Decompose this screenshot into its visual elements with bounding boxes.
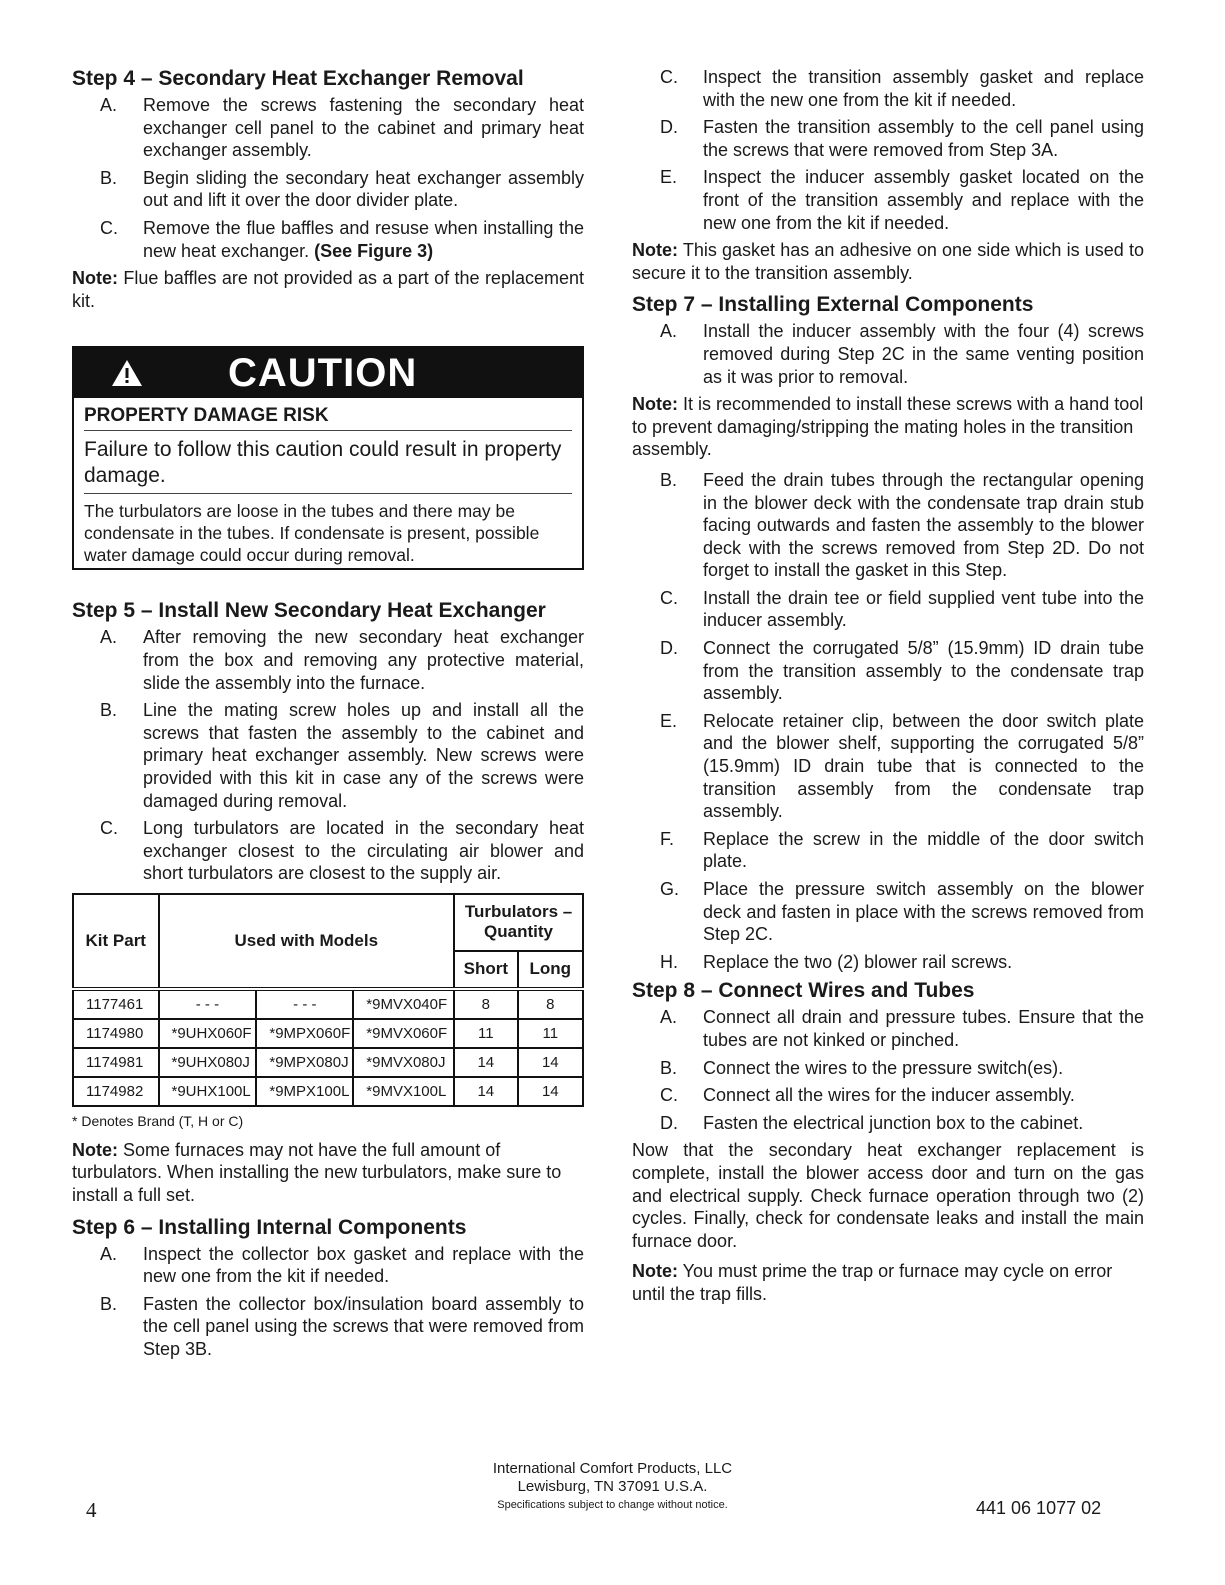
kit-table: [72, 893, 584, 1107]
page-number: 4: [86, 1498, 97, 1522]
note: Note: Flue baffles are not provided as a part of the replacement kit.: [72, 268, 584, 311]
list-item: A. Install the inducer assembly with the four (4) screws removed during Step 2C in the same venting position as it was prior to removal.: [660, 321, 1144, 387]
disclaimer: Specifications subject to change without notice.: [497, 1499, 728, 1511]
list-item: B. Begin sliding the secondary heat exchanger assembly out and lift it over the door divider plate.: [100, 167, 584, 211]
list-item: D. Fasten the transition assembly to the cell panel using the screws that were removed from Step 3A.: [660, 117, 1144, 160]
closing-paragraph: Now that the secondary heat exchanger replacement is complete, install the blower access door and turn on the gas and electrical supply. Check furnace operation through two (2) cycles. Finally, check for condensate leaks and install the main furnace door.: [632, 1140, 1144, 1251]
document-number: 441 06 1077 02: [976, 1498, 1102, 1518]
list-item: D. Connect the corrugated 5/8” (15.9mm) ID drain tube from the transition assembly to the condensate trap assembly.: [660, 638, 1144, 704]
list-item: B. Line the mating screw holes up and install all the screws that fasten the assembly to the cabinet and primary heat exchanger assembly. New screws were provided with this kit in case any of the screws were damaged during removal.: [100, 700, 584, 811]
list-item: D. Fasten the electrical junction box to the cabinet.: [660, 1112, 1084, 1133]
table-row: 1174981 *9UHX080J *9MPX080J *9MVX080J 14 14: [73, 1048, 583, 1077]
note: Note: You must prime the trap or furnace may cycle on error until the trap fills.: [632, 1261, 1113, 1304]
caution-main: Failure to follow this caution could result in property damage.: [84, 430, 572, 489]
caution-title: CAUTION: [228, 350, 418, 395]
header-turbulators: Turbulators – Quantity: [454, 894, 583, 951]
note: Note: Some furnaces may not have the full amount of turbulators. When installing the new turbulators, make sure to install a full set.: [72, 1139, 562, 1206]
header-long: Long: [518, 951, 583, 989]
step5-heading: Step 5 – Install New Secondary Heat Exchanger: [72, 599, 546, 623]
list-item: B. Fasten the collector box/insulation board assembly to the cell panel using the screws that were removed from Step 3B.: [100, 1293, 584, 1360]
list-item: A. Connect all drain and pressure tubes. Ensure that the tubes are not kinked or pinched.: [660, 1007, 1144, 1050]
list-item: A. Inspect the collector box gasket and replace with the new one from the kit if needed.: [100, 1243, 584, 1287]
list-item: C. Inspect the transition assembly gasket and replace with the new one from the kit if needed.: [660, 67, 1144, 110]
list-item: C. Connect all the wires for the inducer assembly.: [660, 1085, 1075, 1106]
list-item: E. Relocate retainer clip, between the door switch plate and the blower shelf, supporting the corrugated 5/8” (15.9mm) ID drain tube that is connected to the transition assembly from the condensate trap assembly.: [660, 710, 1144, 822]
list-item: B. Connect the wires to the pressure switch(es).: [660, 1057, 1064, 1078]
caution-subtitle: PROPERTY DAMAGE RISK: [84, 405, 329, 427]
list-item: A. Remove the screws fastening the secondary heat exchanger cell panel to the cabinet and primary heat exchanger assembly.: [100, 95, 584, 161]
list-item: E. Inspect the inducer assembly gasket located on the front of the transition assembly and replace with the new one from the kit if needed.: [660, 167, 1144, 233]
step6-heading: Step 6 – Installing Internal Components: [72, 1215, 467, 1239]
header-kit-part: Kit Part: [73, 894, 159, 989]
table-footnote: * Denotes Brand (T, H or C): [72, 1112, 244, 1129]
left-column: [72, 66, 584, 1366]
header-models: Used with Models: [159, 894, 455, 989]
table-row: 1177461 - - - - - - *9MVX040F 8 8: [73, 989, 583, 1019]
list-item: F. Replace the screw in the middle of the door switch plate.: [660, 828, 1144, 872]
list-item: C. Install the drain tee or field supplied vent tube into the inducer assembly.: [660, 587, 1144, 631]
step8-heading: Step 8 – Connect Wires and Tubes: [632, 979, 975, 1003]
warning-triangle-icon: [110, 358, 144, 388]
right-column: [632, 66, 1144, 1314]
figure-reference: (See Figure 3): [314, 240, 434, 261]
caution-detail: The turbulators are loose in the tubes and there may be condensate in the tubes. If condensate is present, possible water damage could occur during removal.: [84, 493, 572, 566]
note: Note: This gasket has an adhesive on one side which is used to secure it to the transition assembly.: [632, 240, 1144, 283]
list-item: H. Replace the two (2) blower rail screws.: [660, 951, 1013, 972]
note: Note: It is recommended to install these screws with a hand tool to prevent damaging/stripping the mating holes in the transition assembly.: [632, 394, 1144, 460]
company-address: Lewisburg, TN 37091 U.S.A.: [517, 1478, 708, 1495]
header-short: Short: [454, 951, 518, 989]
list-item: G. Place the pressure switch assembly on the blower deck and fasten in place with the screws removed from Step 2C.: [660, 879, 1144, 945]
list-item: A. After removing the new secondary heat exchanger from the box and removing any protective material, slide the assembly into the furnace.: [100, 627, 584, 693]
table-row: 1174982 *9UHX100L *9MPX100L *9MVX100L 14 14: [73, 1077, 583, 1106]
list-item: B. Feed the drain tubes through the rectangular opening in the blower deck with the condensate trap drain stub facing outwards and fasten the assembly to the blower deck with the screws removed from Step 2D. Do not forget to install the gasket in this Step.: [660, 469, 1144, 581]
caution-box: [72, 346, 584, 570]
step7-heading: Step 7 – Installing External Components: [632, 293, 1034, 317]
step4-heading: Step 4 – Secondary Heat Exchanger Removal: [72, 67, 524, 90]
list-item: C. Remove the flue baffles and resuse when installing the new heat exchanger. (See Figure 3): [100, 217, 584, 261]
list-item: C. Long turbulators are located in the secondary heat exchanger closest to the circulating air blower and short turbulators are closest to the supply air.: [100, 818, 584, 884]
company-name: International Comfort Products, LLC: [492, 1460, 733, 1477]
caution-header: [74, 348, 582, 398]
table-row: 1174980 *9UHX060F *9MPX060F *9MVX060F 11 11: [73, 1019, 583, 1048]
